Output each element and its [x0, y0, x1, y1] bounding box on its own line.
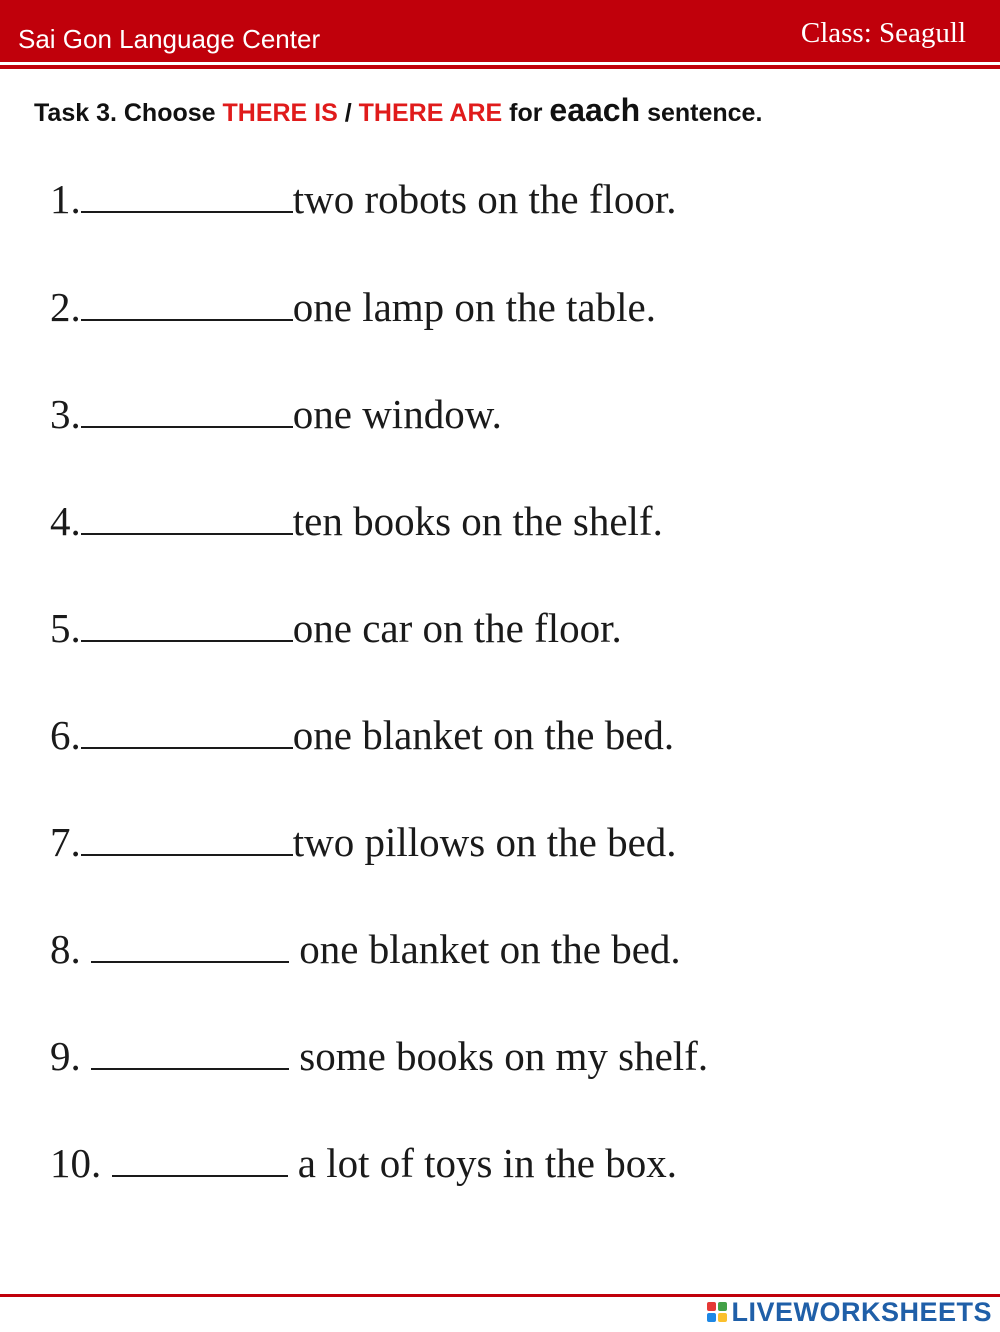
- question-text: some books on my shelf.: [289, 1033, 709, 1079]
- class-label: Class: Seagull: [800, 17, 966, 49]
- question-number: 4.: [50, 498, 81, 544]
- question-item: [50, 1034, 708, 1077]
- question-number: 2.: [50, 284, 81, 330]
- header-divider: [0, 65, 1000, 69]
- question-text: one blanket on the bed.: [289, 926, 681, 972]
- option-there-are: THERE ARE: [358, 99, 503, 127]
- answer-blank[interactable]: [91, 1034, 289, 1070]
- question-text: one blanket on the bed.: [292, 712, 675, 758]
- question-text: one window.: [292, 391, 502, 437]
- task-suffix: sentence.: [640, 99, 763, 127]
- center-name: Sai Gon Language Center: [18, 24, 321, 54]
- question-item: [50, 177, 677, 220]
- task-emphasis: eaach: [549, 92, 641, 128]
- answer-blank[interactable]: [81, 177, 293, 213]
- question-text: one car on the floor.: [292, 605, 622, 651]
- answer-blank[interactable]: [91, 927, 289, 963]
- question-item: [50, 713, 674, 756]
- question-item: [50, 1141, 677, 1184]
- answer-blank[interactable]: [112, 1141, 288, 1177]
- question-text: ten books on the shelf.: [292, 498, 663, 544]
- question-number: 3.: [50, 391, 81, 437]
- question-number: 9.: [50, 1033, 91, 1079]
- answer-blank[interactable]: [81, 392, 293, 428]
- header-bar: [0, 0, 1000, 62]
- question-item: [50, 392, 502, 435]
- answer-blank[interactable]: [81, 285, 293, 321]
- question-item: [50, 927, 681, 970]
- question-number: 6.: [50, 712, 81, 758]
- question-number: 5.: [50, 605, 81, 651]
- task-separator: /: [337, 99, 359, 127]
- question-item: [50, 285, 656, 328]
- question-number: 10.: [50, 1140, 112, 1186]
- question-number: 7.: [50, 819, 81, 865]
- option-there-is: THERE IS: [222, 99, 338, 127]
- question-item: [50, 606, 622, 649]
- question-text: a lot of toys in the box.: [287, 1140, 677, 1186]
- task-mid: for: [502, 99, 550, 127]
- question-number: 1.: [50, 176, 81, 222]
- question-text: two pillows on the bed.: [292, 819, 677, 865]
- liveworksheets-logo: [707, 1297, 992, 1327]
- logo-text: LIVEWORKSHEETS: [731, 1296, 992, 1327]
- question-item: [50, 820, 677, 863]
- question-text: one lamp on the table.: [292, 284, 656, 330]
- answer-blank[interactable]: [81, 499, 293, 535]
- task-prefix: Task 3. Choose: [34, 99, 223, 127]
- answer-blank[interactable]: [81, 606, 293, 642]
- answer-blank[interactable]: [81, 820, 293, 856]
- liveworksheets-logo-icon: [707, 1302, 727, 1322]
- question-number: 8.: [50, 926, 91, 972]
- task-instruction: [34, 92, 762, 129]
- question-text: two robots on the floor.: [292, 176, 677, 222]
- question-item: [50, 499, 663, 542]
- answer-blank[interactable]: [81, 713, 293, 749]
